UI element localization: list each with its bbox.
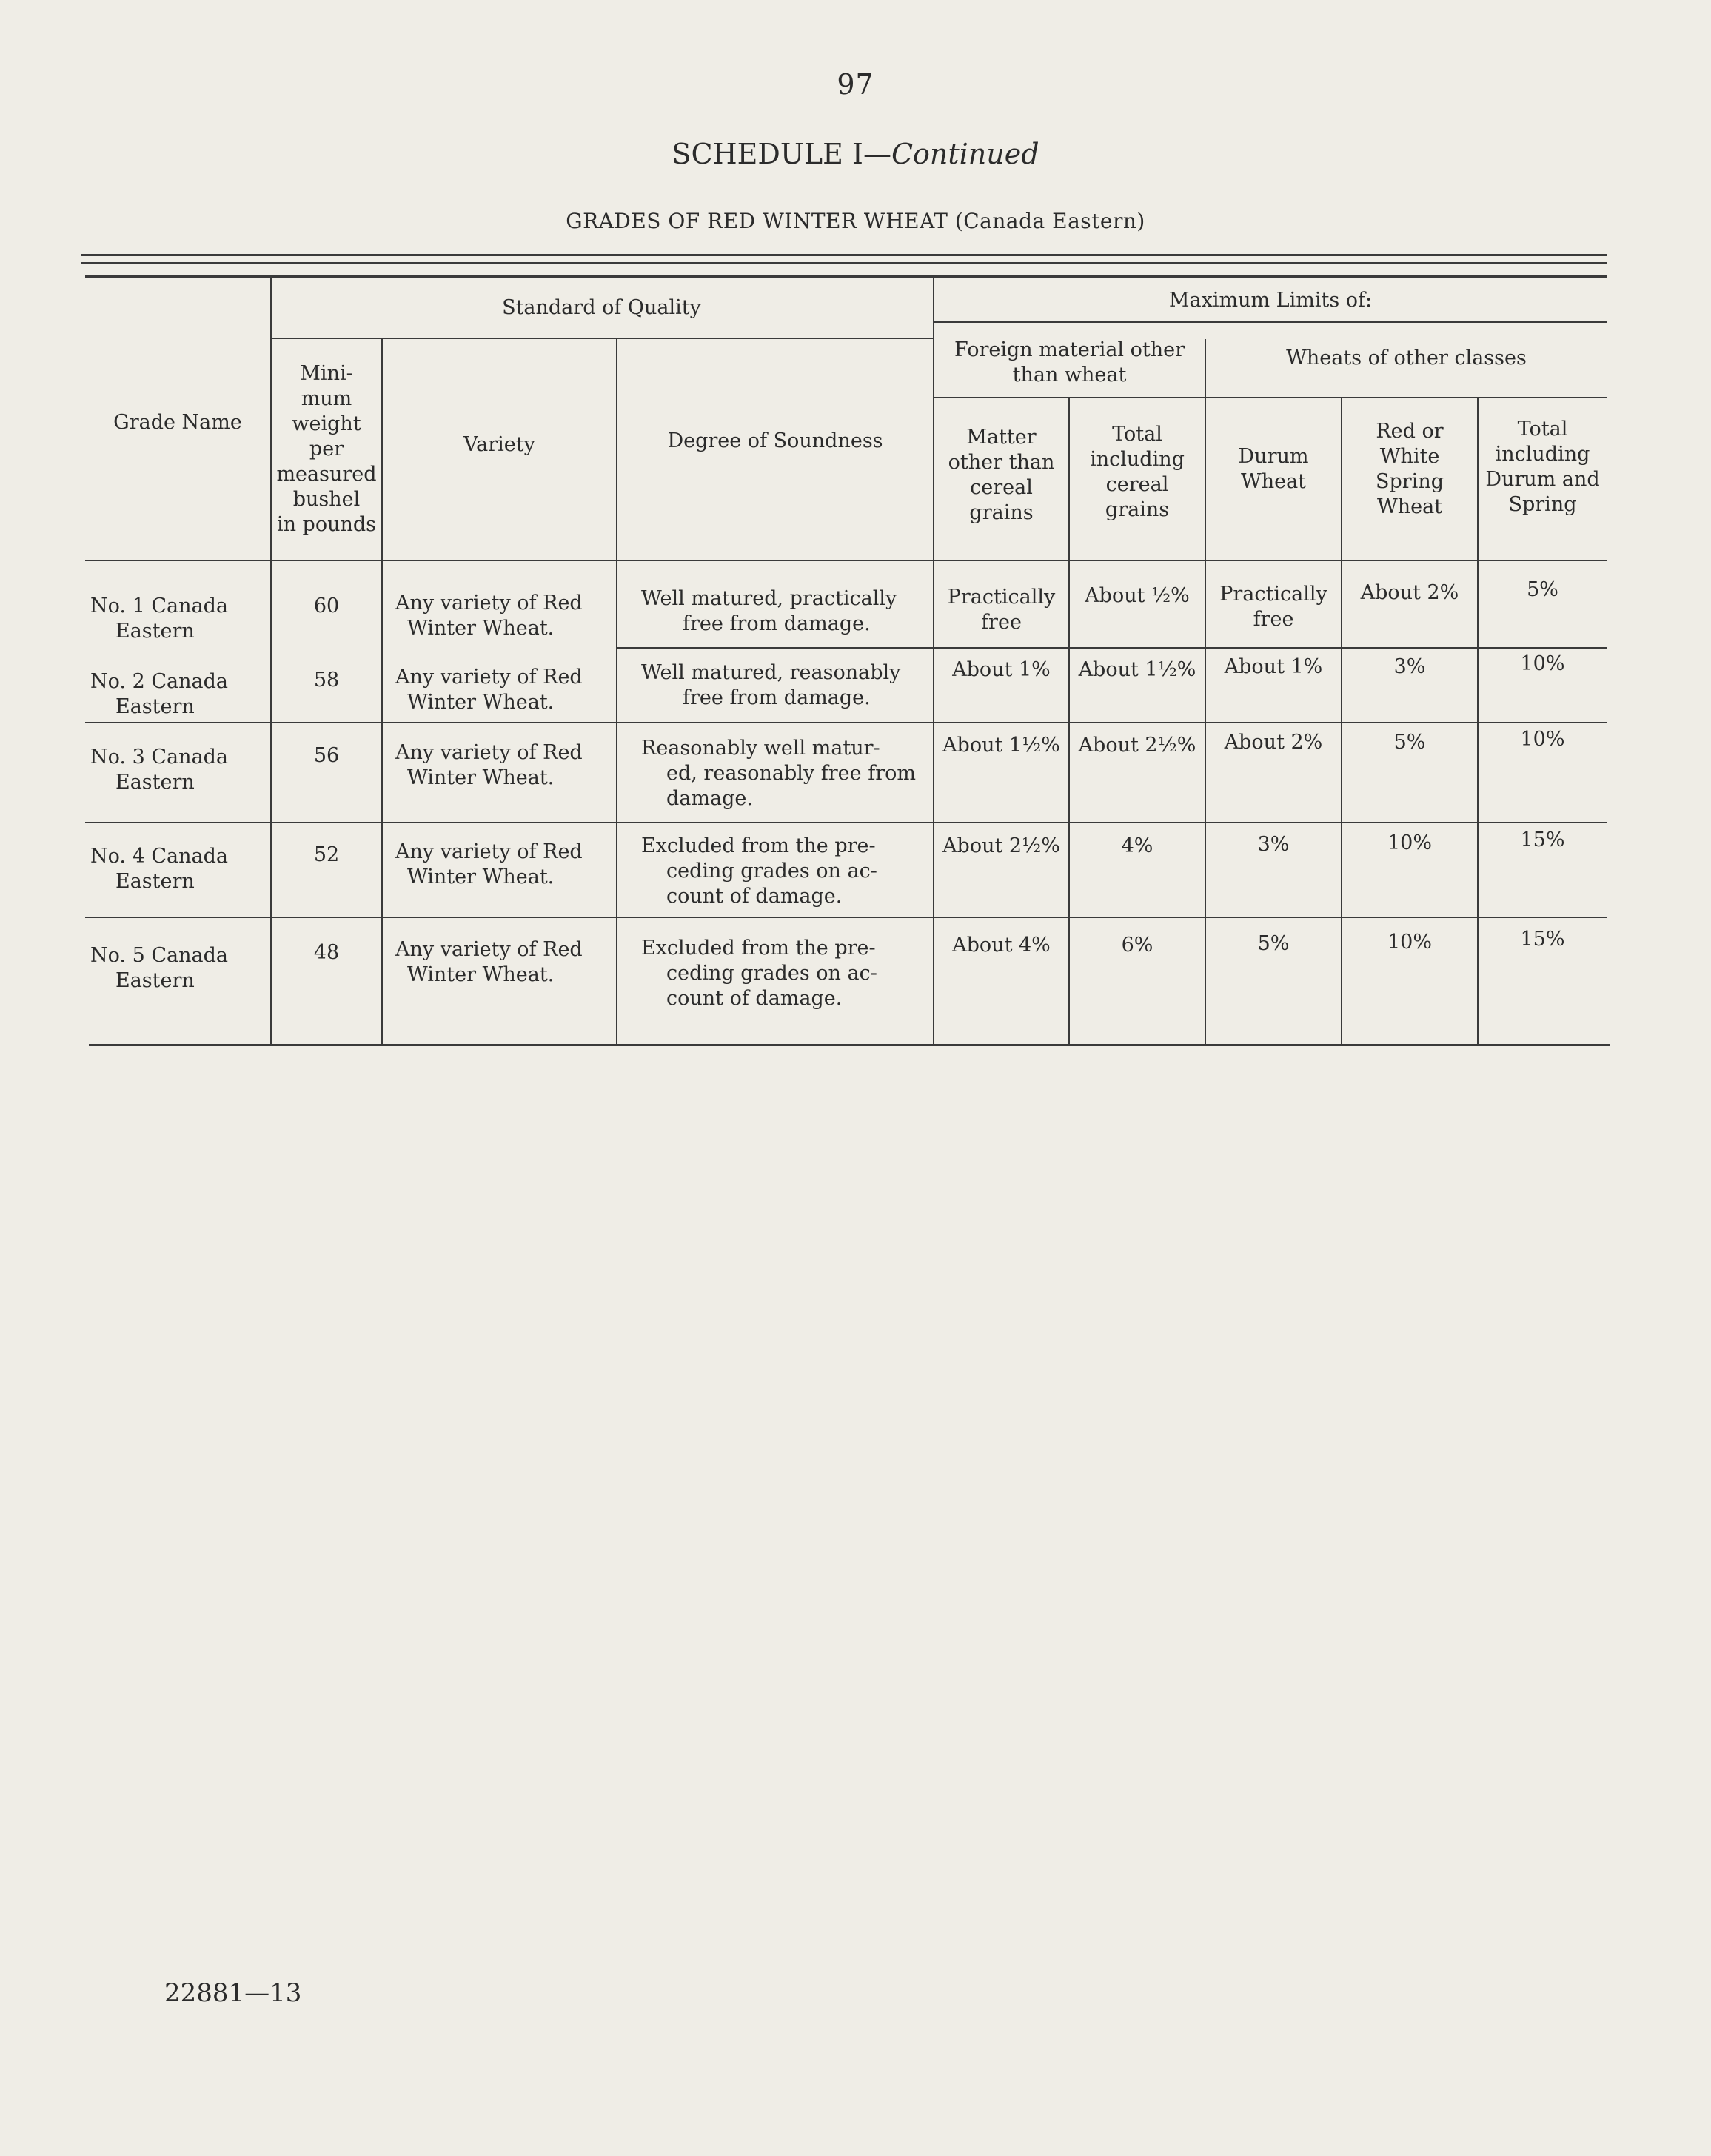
durum-line: 3% bbox=[1257, 833, 1290, 856]
footer-code: 22881—13 bbox=[164, 1978, 302, 2008]
variety-line: Any variety of Red bbox=[395, 741, 583, 764]
grade-line: No. 5 Canada bbox=[90, 944, 228, 967]
header-min-weight-line: measured bbox=[276, 463, 377, 486]
table-row-1-total-cereal: About ½% bbox=[1085, 584, 1190, 607]
table-row-2-total-cereal: About 1½% bbox=[1078, 658, 1196, 681]
header-line bbox=[270, 338, 933, 339]
row-line bbox=[85, 917, 1607, 918]
schedule-title bbox=[0, 138, 1711, 170]
row-line bbox=[85, 722, 1607, 723]
header-min-weight-line: weight bbox=[292, 412, 361, 435]
soundness-line: ceding grades on ac- bbox=[666, 860, 877, 883]
durum-line: 5% bbox=[1257, 932, 1290, 955]
matter-other-line: About 2½% bbox=[942, 834, 1060, 857]
variety-line: Winter Wheat. bbox=[407, 866, 555, 888]
matter-other-line: Practically bbox=[947, 586, 1056, 609]
header-total-ds-line: Durum and bbox=[1485, 468, 1600, 491]
table-row-3-grade bbox=[90, 745, 268, 795]
table-row-4-total-cereal: 4% bbox=[1121, 834, 1153, 857]
durum-line: free bbox=[1253, 608, 1294, 631]
table-row-4-red-white: 10% bbox=[1387, 831, 1432, 854]
header-maximum-limits: Maximum Limits of: bbox=[1168, 288, 1373, 312]
soundness-line: free from damage. bbox=[683, 686, 871, 709]
header-total-cereal-line: grains bbox=[1105, 498, 1170, 521]
top-rule-3 bbox=[85, 275, 1607, 278]
table-row-3-weight: 56 bbox=[313, 744, 340, 767]
header-total-cereal-line: including bbox=[1090, 448, 1185, 471]
soundness-line: damage. bbox=[666, 787, 753, 810]
header-red-white-line: Spring bbox=[1376, 470, 1444, 493]
table-row-1-soundness bbox=[641, 586, 933, 637]
table-row-2-durum bbox=[1206, 654, 1341, 680]
variety-line: Winter Wheat. bbox=[407, 963, 555, 986]
header-total-ds-line: Spring bbox=[1508, 493, 1577, 516]
top-rule-1 bbox=[81, 254, 1607, 256]
table-row-5-durum bbox=[1206, 931, 1341, 957]
table-row-3-durum bbox=[1206, 730, 1341, 755]
table-row-3-soundness bbox=[641, 736, 931, 811]
table-row-5-weight: 48 bbox=[313, 941, 340, 964]
header-grade-name: Grade Name bbox=[113, 410, 242, 434]
header-line bbox=[933, 397, 1607, 398]
row-line bbox=[85, 822, 1607, 823]
soundness-line: free from damage. bbox=[683, 612, 871, 635]
soundness-line: Excluded from the pre- bbox=[641, 834, 876, 857]
grade-line: No. 3 Canada bbox=[90, 746, 228, 769]
bottom-rule bbox=[89, 1044, 1610, 1046]
table-row-5-total-cereal: 6% bbox=[1121, 934, 1153, 957]
table-row-2-weight: 58 bbox=[313, 669, 340, 692]
soundness-line: Reasonably well matur- bbox=[641, 737, 880, 760]
table-row-2-variety bbox=[395, 665, 616, 715]
matter-other-line: About 1% bbox=[952, 658, 1051, 681]
table-row-1-variety bbox=[395, 591, 616, 641]
header-matter-other-line: Matter bbox=[966, 426, 1037, 449]
header-min-weight-line: per bbox=[309, 438, 344, 461]
header-standard-of-quality: Standard of Quality bbox=[502, 295, 701, 319]
table-row-5-matter-other bbox=[934, 933, 1068, 958]
header-red-white-line: Red or bbox=[1376, 420, 1444, 443]
header-wheats-other-classes: Wheats of other classes bbox=[1286, 346, 1527, 369]
table-row-5-variety bbox=[395, 937, 616, 988]
header-min-weight-line: bushel bbox=[292, 488, 361, 511]
variety-line: Any variety of Red bbox=[395, 840, 583, 863]
durum-line: About 1% bbox=[1224, 655, 1323, 678]
table-row-3-variety bbox=[395, 740, 616, 791]
header-total-cereal-line: cereal bbox=[1105, 473, 1169, 496]
table-row-1-durum bbox=[1206, 582, 1341, 632]
grade-line: Eastern bbox=[115, 969, 195, 992]
variety-line: Winter Wheat. bbox=[407, 617, 555, 640]
header-min-weight-line: Mini- bbox=[300, 362, 353, 385]
table-row-5-grade bbox=[90, 943, 268, 994]
header-red-white-line: White bbox=[1379, 445, 1440, 468]
header-durum-line: Wheat bbox=[1240, 470, 1307, 493]
header-total-durum-spring bbox=[1479, 417, 1607, 518]
table-row-4-total-ds: 15% bbox=[1520, 828, 1565, 851]
table-title: GRADES OF RED WINTER WHEAT (Canada Eastern) bbox=[566, 209, 1145, 233]
header-red-white-spring bbox=[1342, 419, 1477, 520]
matter-other-line: About 1½% bbox=[942, 734, 1060, 757]
schedule-title-main: SCHEDULE I— bbox=[672, 138, 891, 170]
grade-line: Eastern bbox=[115, 870, 195, 893]
soundness-line: count of damage. bbox=[666, 885, 843, 908]
soundness-line: Well matured, reasonably bbox=[641, 661, 901, 684]
matter-other-line: About 4% bbox=[952, 934, 1051, 957]
soundness-line: Well matured, practically bbox=[641, 587, 897, 610]
table-row-4-weight: 52 bbox=[313, 843, 340, 866]
table-row-4-durum bbox=[1206, 832, 1341, 857]
header-matter-other-line: cereal bbox=[970, 476, 1033, 499]
table-row-5-red-white: 10% bbox=[1387, 931, 1432, 954]
matter-other-line: free bbox=[981, 611, 1022, 634]
variety-line: Winter Wheat. bbox=[407, 691, 555, 714]
variety-line: Any variety of Red bbox=[395, 592, 583, 615]
variety-line: Any variety of Red bbox=[395, 666, 583, 689]
header-foreign-material bbox=[934, 338, 1205, 388]
durum-line: About 2% bbox=[1224, 731, 1323, 754]
variety-line: Any variety of Red bbox=[395, 938, 583, 961]
soundness-line: count of damage. bbox=[666, 987, 843, 1010]
header-line bbox=[933, 321, 1607, 323]
header-min-weight bbox=[272, 361, 381, 538]
header-durum-line: Durum bbox=[1238, 445, 1309, 468]
table-row-4-grade bbox=[90, 844, 268, 894]
table-row-3-total-cereal: About 2½% bbox=[1078, 734, 1196, 757]
header-matter-other-line: other than bbox=[948, 451, 1055, 474]
table-row-3-red-white: 5% bbox=[1393, 731, 1426, 754]
header-min-weight-line: in pounds bbox=[276, 513, 377, 536]
header-min-weight-line: mum bbox=[301, 387, 352, 410]
header-degree-of-soundness: Degree of Soundness bbox=[667, 429, 883, 452]
table-row-1-total-ds: 5% bbox=[1527, 578, 1558, 601]
grade-line: No. 1 Canada bbox=[90, 595, 228, 617]
table-row-1-matter-other bbox=[934, 585, 1068, 635]
header-foreign-material-line: than wheat bbox=[1012, 364, 1127, 386]
page-number: 97 bbox=[837, 68, 874, 101]
row-line bbox=[616, 647, 1607, 649]
table-row-4-soundness bbox=[641, 834, 931, 909]
grade-line: Eastern bbox=[115, 620, 195, 643]
header-total-ds-line: Total bbox=[1517, 418, 1568, 441]
variety-line: Winter Wheat. bbox=[407, 766, 555, 789]
soundness-line: ed, reasonably free from bbox=[666, 762, 916, 785]
header-total-cereal-line: Total bbox=[1112, 423, 1162, 446]
soundness-line: ceding grades on ac- bbox=[666, 962, 877, 985]
header-variety: Variety bbox=[463, 432, 535, 456]
table-row-4-matter-other bbox=[934, 834, 1068, 859]
table-row-2-grade bbox=[90, 669, 268, 720]
table-row-2-matter-other bbox=[934, 657, 1068, 683]
table-row-2-red-white: 3% bbox=[1393, 655, 1426, 678]
table-row-3-total-ds: 10% bbox=[1520, 728, 1565, 751]
header-foreign-material-line: Foreign material other bbox=[954, 338, 1185, 361]
grade-line: No. 2 Canada bbox=[90, 670, 228, 693]
header-total-ds-line: including bbox=[1495, 443, 1590, 466]
header-matter-other bbox=[934, 425, 1068, 526]
header-matter-other-line: grains bbox=[969, 501, 1034, 524]
grade-line: Eastern bbox=[115, 695, 195, 718]
top-rule-2 bbox=[81, 262, 1607, 264]
table-row-3-matter-other bbox=[934, 733, 1068, 758]
table-row-5-total-ds: 15% bbox=[1520, 928, 1565, 951]
soundness-line: Excluded from the pre- bbox=[641, 937, 876, 960]
header-line bbox=[85, 560, 1607, 561]
schedule-title-continued: Continued bbox=[891, 138, 1039, 170]
header-red-white-line: Wheat bbox=[1376, 495, 1443, 518]
table-row-1-red-white: About 2% bbox=[1360, 581, 1459, 604]
table-row-2-soundness bbox=[641, 660, 933, 711]
header-total-including-cereal bbox=[1070, 422, 1205, 523]
grade-line: Eastern bbox=[115, 771, 195, 794]
table-row-2-total-ds: 10% bbox=[1520, 652, 1565, 675]
durum-line: Practically bbox=[1219, 583, 1327, 606]
table-row-4-variety bbox=[395, 840, 616, 890]
table-row-1-grade bbox=[90, 594, 268, 644]
grade-line: No. 4 Canada bbox=[90, 845, 228, 868]
header-durum bbox=[1206, 444, 1341, 495]
table-row-1-weight: 60 bbox=[313, 595, 340, 617]
table-row-5-soundness bbox=[641, 936, 931, 1011]
